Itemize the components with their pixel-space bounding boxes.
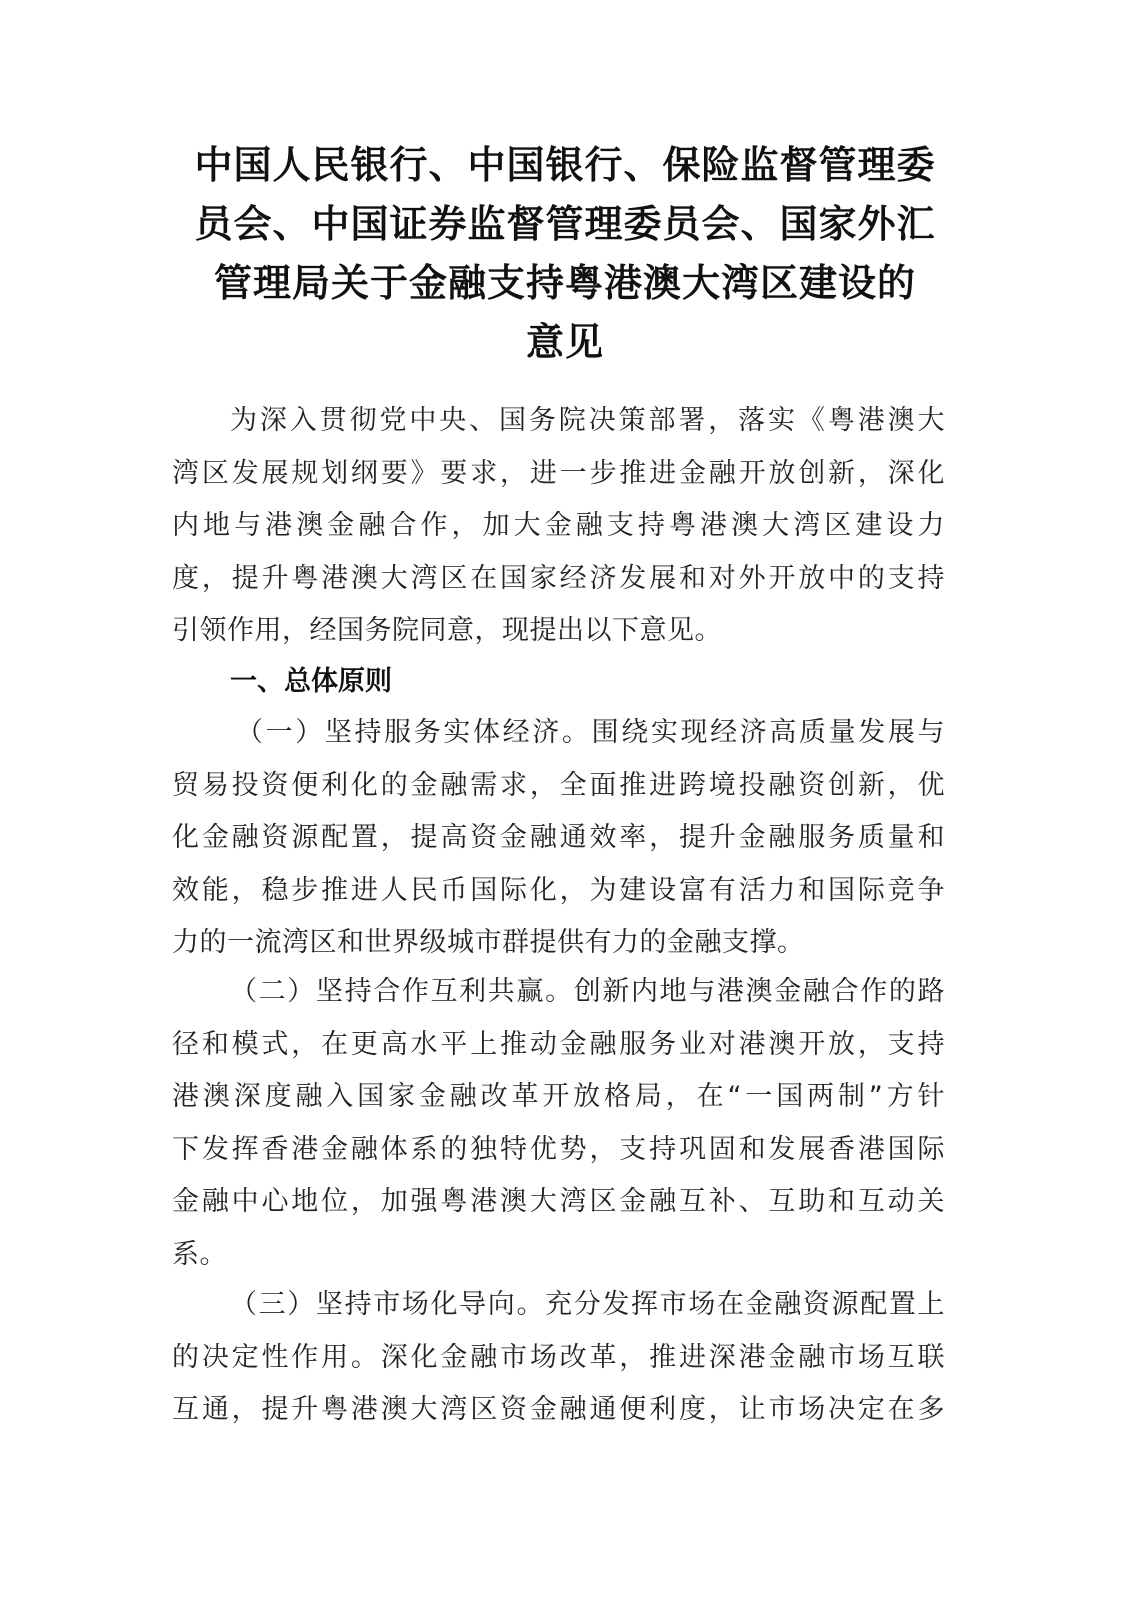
paragraph-line: （一）坚持服务实体经济。围绕实现经济高质量发展与 (236, 717, 945, 748)
principle-item-3 (172, 1279, 945, 1437)
paragraph-line: 互通，提升粤港澳大湾区资金融通便利度，让市场决定在多 (172, 1394, 945, 1425)
document-title (170, 135, 960, 371)
paragraph-line: 下发挥香港金融体系的独特优势，支持巩固和发展香港国际 (172, 1133, 945, 1165)
section-heading-container (172, 656, 945, 708)
intro-paragraph (172, 395, 945, 658)
paragraph-line: 贸易投资便利化的金融需求，全面推进跨境投融资创新，优 (172, 769, 945, 801)
title-line: 中国人民银行、中国银行、保险监督管理委 (194, 142, 936, 187)
paragraph-line: 力的一流湾区和世界级城市群提供有力的金融支撑。 (172, 927, 805, 958)
paragraph-line: 内地与港澳金融合作，加大金融支持粤港澳大湾区建设力 (172, 510, 945, 541)
paragraph-line: 引领作用，经国务院同意，现提出以下意见。 (172, 615, 722, 646)
paragraph-line: 港澳深度融入国家金融改革开放格局，在“一国两制”方针 (172, 1081, 945, 1112)
paragraph-line: 湾区发展规划纲要》要求，进一步推进金融开放创新，深化 (172, 457, 945, 489)
title-line: 意见 (525, 319, 604, 364)
paragraph-line: 系。 (172, 1238, 227, 1270)
paragraph-line: 化金融资源配置，提高资金融通效率，提升金融服务质量和 (172, 822, 945, 853)
title-line: 员会、中国证券监督管理委员会、国家外汇 (194, 201, 936, 246)
paragraph-line: 效能，稳步推进人民币国际化，为建设富有活力和国际竞争 (172, 874, 945, 906)
paragraph-line: 金融中心地位，加强粤港澳大湾区金融互补、互助和互动关 (172, 1186, 945, 1217)
title-line: 管理局关于金融支持粤港澳大湾区建设的 (213, 260, 916, 305)
paragraph-line: （三）坚持市场化导向。充分发挥市场在金融资源配置上 (230, 1289, 945, 1320)
paragraph-line: 为深入贯彻党中央、国务院决策部署，落实《粤港澳大 (230, 405, 945, 436)
paragraph-line: （二）坚持合作互利共赢。创新内地与港澳金融合作的路 (230, 976, 945, 1007)
principle-item-2 (172, 966, 945, 1281)
paragraph-line: 径和模式，在更高水平上推动金融服务业对港澳开放，支持 (172, 1028, 945, 1060)
principle-item-1 (172, 707, 945, 970)
section-heading: 一、总体原则 (230, 666, 392, 697)
paragraph-line: 的决定性作用。深化金融市场改革，推进深港金融市场互联 (172, 1341, 945, 1373)
paragraph-line: 度，提升粤港澳大湾区在国家经济发展和对外开放中的支持 (172, 562, 945, 594)
